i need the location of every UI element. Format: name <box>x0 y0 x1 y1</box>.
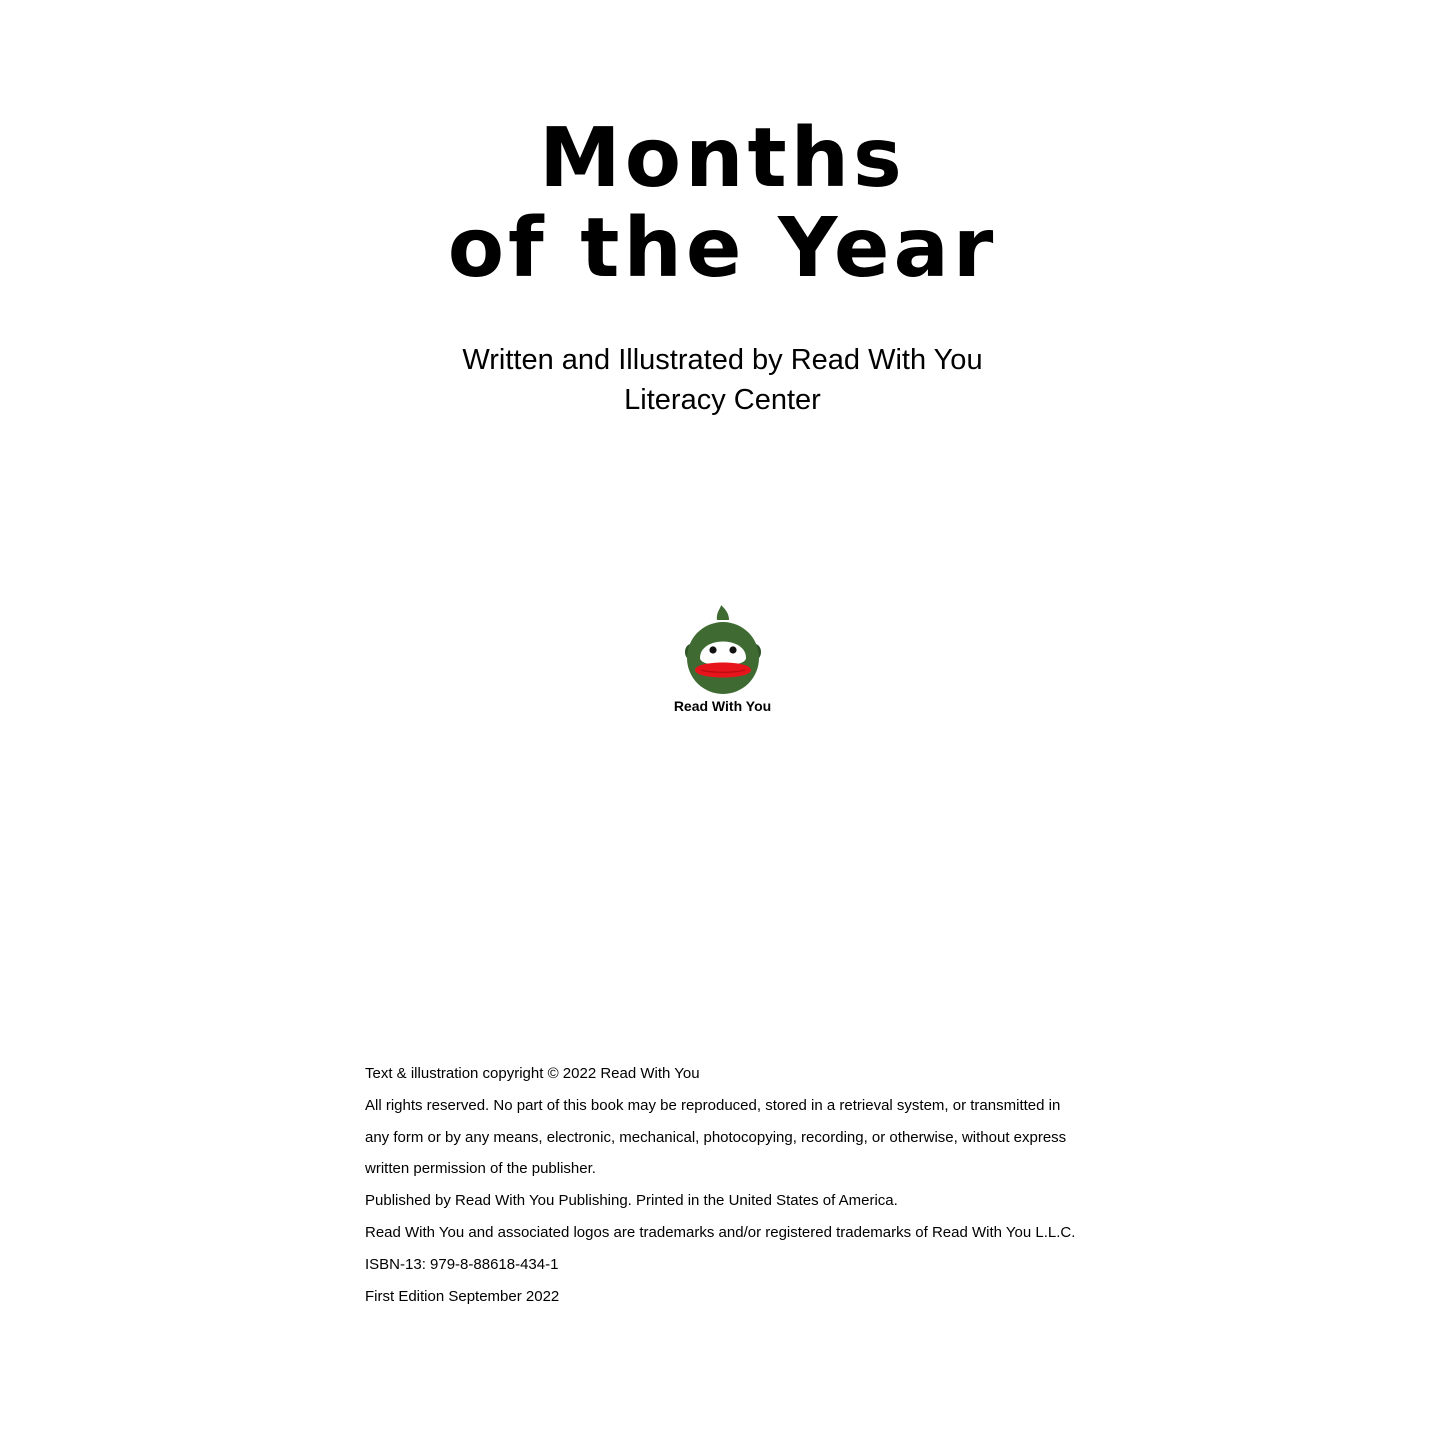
publisher-line: Published by Read With You Publishing. Printed in the United States of America. <box>365 1192 898 1210</box>
publisher-logo <box>0 604 1445 714</box>
book-title-line-2: of the Year <box>447 201 998 296</box>
trademark-line: Read With You and associated logos are trademarks and/or registered trademarks of Read With You L.L.C. <box>365 1223 1076 1241</box>
rights-line: written permission of the publisher. <box>365 1160 596 1178</box>
byline-line-2: Literacy Center <box>624 384 821 416</box>
copyright-block <box>365 1058 1125 1312</box>
rights-line: any form or by any means, electronic, mechanical, photocopying, recording, or otherwise, without express <box>365 1128 1067 1146</box>
sock-monkey-icon <box>683 604 763 696</box>
edition-line: First Edition September 2022 <box>365 1287 560 1305</box>
book-title-line-1: Months <box>539 111 906 206</box>
logo-label: Read With You <box>673 698 772 714</box>
copyright-line: Text & illustration copyright © 2022 Read With You <box>365 1065 700 1082</box>
isbn-line: ISBN-13: 979-8-88618-434-1 <box>365 1255 559 1273</box>
byline-line-1: Written and Illustrated by Read With You <box>462 344 983 376</box>
rights-line: All rights reserved. No part of this book may be reproduced, stored in a retrieval system, or transmitted in <box>365 1096 1061 1114</box>
